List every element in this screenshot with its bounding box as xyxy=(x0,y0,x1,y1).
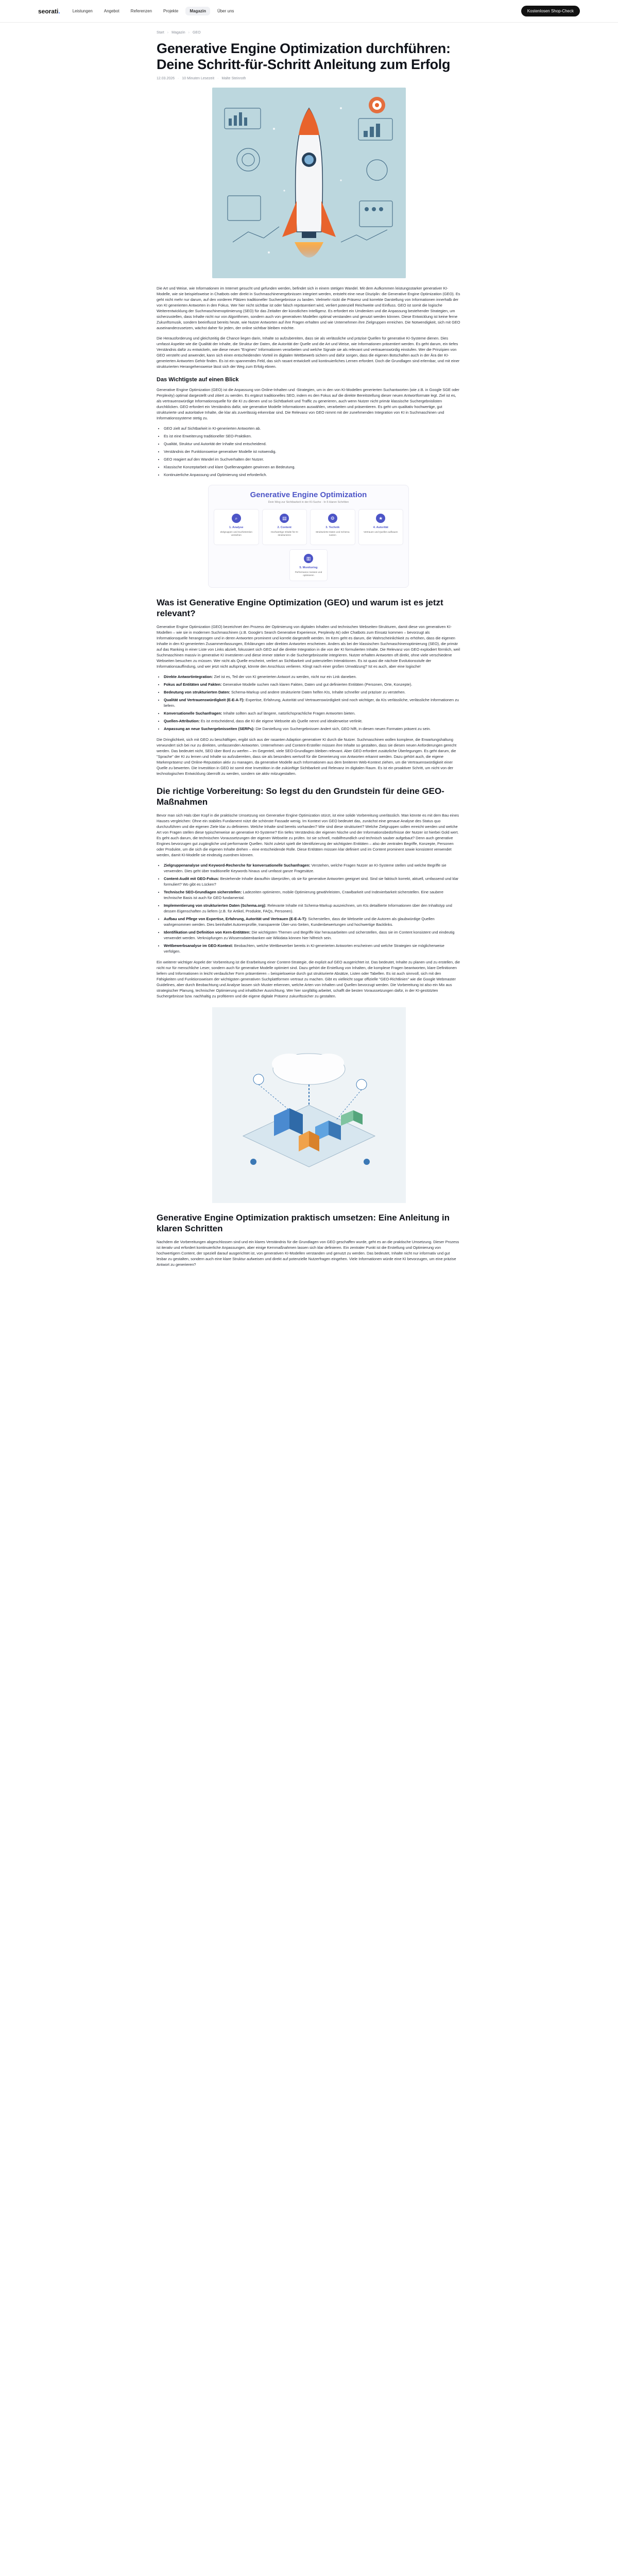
section1-list xyxy=(164,674,460,732)
section3-paragraph: Nachdem die Vorbereitungen abgeschlossen sind und ein klares Verständnis für die Grundlagen von GEO geschaffen wurde, geht es an die praktische Umsetzung. Dieser Prozess ist iterativ und erfordert kontinuierliche Anpassungen, aber einige Kernmaßnahmen lassen sich klar definieren. Ein zentraler Punkt ist die Erstellung und Optimierung von hochwertigem Content, der speziell darauf ausgerichtet ist, von generativen KI-Modellen verstanden und genutzt zu werden. Das bedeutet, Inhalte nicht nur informativ und gut lesbar zu gestalten, sondern auch eine klare Struktur aufweisen und direkt auf potenzielle Nutzerfragen eingehen. Viele Informationen würde eine KI bevorzugen, um eine präzise Antwort zu generieren? xyxy=(157,1240,459,1267)
shop-check-button[interactable]: Kostenlosen Shop-Check xyxy=(521,6,580,16)
section2-list xyxy=(164,862,460,954)
summary-list xyxy=(164,426,460,478)
breadcrumb-current: GEO xyxy=(192,31,201,35)
list-item: • Content-Audit mit GEO-Fokus: Bestehende Inhalte daraufhin überprüfen, ob sie für generative Antworten geeignet sind. Sind sie faktisch korrekt, aktuell, umfassend und klar formuliert? Wo gibt es Lücken? xyxy=(164,876,460,887)
step-desc: Hochwertige Inhalte für KI strukturieren xyxy=(270,531,298,536)
step-desc: Strukturierte Daten und Schema nutzen xyxy=(315,531,350,536)
step-name: 3. Technik xyxy=(325,526,340,529)
list-item: • Quellen-Attribution: Es ist entscheidend, dass die KI die eigene Webseite als Quelle nennt und idealerweise verlinkt. xyxy=(164,718,460,724)
breadcrumb-magazin[interactable]: Magazin xyxy=(171,31,185,35)
breadcrumb-start[interactable]: Start xyxy=(157,31,164,35)
nav-link-projekte[interactable]: Projekte xyxy=(163,9,179,13)
list-item: • Anpassung an neue Suchergebnisseiten (SERPs): Die Darstellung von Suchergebnissen ändert sich, GEO hilft, in diesen neuen Formaten präsent zu sein. xyxy=(164,726,460,732)
nav-link-magazin[interactable]: Magazin xyxy=(185,7,210,15)
step-desc: Zielgruppen und Suchintention verstehen xyxy=(220,531,252,536)
author-name: Malte Steinroth xyxy=(221,77,246,80)
list-item: • Kontinuierliche Anpassung und Optimierung sind erforderlich. xyxy=(164,472,460,478)
section1-closing-paragraph: Die Dringlichkeit, sich mit GEO zu beschäftigen, ergibt sich aus der rasanten Adaption generativer KI durch die Nutzer. Suchmaschinen wollen komplexe, die Erwartungshaltung verwundert sich bei nur zu direkten, umfassenden Antworten. Unternehmen und Content-Ersteller müssen ihre Inhalte so gestalten, dass sie diesen neuen Anforderungen gerecht werden. Das bedeutet nicht, SEO über Bord zu werfen – im Gegenteil, viele SEO-Grundlagen bleiben relevant. Aber GEO erfordert zusätzliche Überlegungen. Es geht darum, die "Sprache" der KI zu lernen und Inhalte so aufzubereiten, dass sie als besonders wertvoll für die Generierung von Antworten erkannt werden. Dazu gehört auch, die eigene Markenpräsenz und Online-Reputation aktiv zu managen, da generative Modelle auch Informationen aus dem breiteren Web-Kontext ziehen, um die Vertrauenswürdigkeit einer Quelle zu bewerten. Die Investition in GEO ist somit eine Investition in die zukünftige Sichtbarkeit und Relevanz im digitalen Raum. Es ist ein proaktiver Schritt, um nicht von der technologischen Entwicklung überrollt zu werden, sondern sie aktiv mitzugestalten. xyxy=(157,737,457,776)
step-card-monitoring xyxy=(289,549,328,581)
read-time: 10 Minuten Lesezeit xyxy=(182,77,215,80)
infographic-steps xyxy=(214,509,403,545)
step-card-autoritaet xyxy=(358,509,404,545)
section1-paragraph: Generative Engine Optimization (GEO) bezeichnet den Prozess der Optimierung von digitalen Inhalten und technischen Webseiten-Strukturen, damit diese von generativen KI-Modellen – wie sie in modernen Suchmaschinen (z.B. Google's Search Generative Experience, Perplexity AI) oder Chatbots zum Einsatz kommen – bevorzugt als Informationsquelle herangezogen und in deren Antworten prominent und korrekt dargestellt werden. Im Kern geht es darum, die Wahrscheinlichkeit zu erhöhen, dass die eigenen Inhalte in den KI-generierten Zusammenfassungen, Erklärungen oder direkten Antworten erscheinen. Anders als bei der klassischen Suchmaschinenoptimierung (SEO), die primär auf das Ranking in einer Liste von Links abzielt, fokussiert sich GEO auf die direkte Integration in die von der KI formulierten Inhalte. Die Relevanz von GEO explodiert förmlich, weil Suchmaschinen massiv in generative KI investieren und diese immer stärker in die Suchergebnisseite integrieren. Nutzer erhalten Antworten oft direkt, ohne viele verschiedene Webseiten besuchen zu müssen. Wer nicht als Quelle erscheint, verliert an Sichtbarkeit und potenziellen Interaktionen. Es ist quasi die nächste Evolutionsstufe der Informationsauffindung, und wer jetzt nicht aufspringt, könnte den Anschluss verlieren. Klingt nach einer großen Umwälzung? Ist es auch, aber eine logische! xyxy=(157,624,460,669)
section-heading-what-is-geo: Was ist Generative Engine Optimization (GEO) und warum ist es jetzt relevant? xyxy=(157,598,443,618)
list-item: • Identifikation und Definition von Kern-Entitäten: Die wichtigsten Themen und Begriffe klar herausarbeiten und sicherstellen, dass sie im Content konsistent und eindeutig verwendet werden. Verknüpfungen zu Wissensdatenbanken wie Wikidata können hier hilfreich sein. xyxy=(164,929,460,941)
list-item: • Technische SEO-Grundlagen sicherstellen: Ladezeiten optimieren, mobile Optimierung gewährleisten, Crawlbarkeit und Indexierbarkeit sicherstellen. Eine saubere technische Basis ist auch für GEO fundamental. xyxy=(164,889,460,901)
list-item: • Klassische Konzeptarbeit und klare Quellenangaben gewinnen an Bedeutung. xyxy=(164,464,460,470)
article xyxy=(157,23,460,1267)
logo-text: seorati xyxy=(38,7,59,15)
magnifier-icon: ⌕ xyxy=(232,514,241,523)
list-item: • Qualität, Struktur und Autorität der Inhalte sind entscheidend. xyxy=(164,441,460,447)
geo-infographic xyxy=(208,485,409,588)
nav-links xyxy=(68,7,521,15)
list-item: • Konversationelle Suchanfragen: Inhalte sollten auch auf längere, natürlichsprachliche Fragen Antworten bieten. xyxy=(164,710,460,716)
list-item: • Wettbewerbsanalyse im GEO-Kontext: Beobachten, welche Wettbewerber bereits in KI-generierten Antworten erscheinen und welche Strategien sie möglicherweise verfolgen. xyxy=(164,943,460,954)
intro-paragraph-1: Die Art und Weise, wie Informationen im Internet gesucht und gefunden werden, befindet sich in einem stetigen Wandel. Mit dem Aufkommen leistungsstarker generativer KI-Modelle, wie sie beispielsweise in Chatbots oder direkt in Suchmaschinenergebnissen integriert werden, entsteht eine neue Disziplin: die Generative Engine Optimization (GEO). Es geht nicht mehr nur darum, auf den vorderen Plätzen traditioneller Suchergebnisse zu landen. Vielmehr rückt die Präsenz und korrekte Darstellung von Informationen innerhalb der von KI generierten Antworten in den Fokus. Wer hier nicht sichtbar ist oder falsch repräsentiert wird, verliert potenziell Reichweite und Einfluss. GEO ist somit die logische Weiterentwicklung der Suchmaschinenoptimierung (SEO) für das Zeitalter der künstlichen Intelligenz. Es erfordert ein Umdenken und die Anpassung bestehender Strategien, um sicherzustellen, dass Inhalte nicht nur von Algorithmen, sondern auch von generativen Modellen optimal verstanden und genutzt werden können. Diese Entwicklung ist keine ferne Zukunftsmusik, sondern beeinflusst bereits heute, wie Nutzer Antworten auf ihre Fragen erhalten und wie Unternehmen ihre Zielgruppen erreichen. Die Notwendigkeit, sich mit GEO auseinanderzusetzen, wächst daher für jeden, der online sichtbar bleiben möchte. xyxy=(157,286,460,330)
list-item: • GEO zielt auf Sichtbarkeit in KI-generierten Antworten ab. xyxy=(164,426,460,431)
isometric-city-illustration xyxy=(212,1007,406,1203)
top-navigation xyxy=(0,0,618,23)
chart-icon: ▥ xyxy=(304,554,313,563)
step-name: 1. Analyse xyxy=(229,526,244,529)
article-meta: 12.03.2026 · 10 Minuten Lesezeit · Malte Steinroth xyxy=(157,77,246,80)
list-item: • Qualität und Vertrauenswürdigkeit (E-E-A-T): Expertise, Erfahrung, Autorität und Vertrauenswürdigkeit sind noch wichtiger, da KIs verlässliche, verlässliche Informationen zu liefern. xyxy=(164,697,460,708)
nav-link-ueber-uns[interactable]: Über uns xyxy=(217,9,234,13)
section-heading-implementation: Generative Engine Optimization praktisch umsetzen: Eine Anleitung in klaren Schritten xyxy=(157,1213,450,1233)
list-item: • Zielgruppenanalyse und Keyword-Recherche für konversationelle Suchanfragen: Verstehen, welche Fragen Nutzer an KI-Systeme stellen und welche Begriffe sie verwenden. Dies geht über traditionelle Keywords hinaus und umfasst ganze Fragesätze. xyxy=(164,862,460,874)
gear-icon: ⚙ xyxy=(328,514,337,523)
infographic-subtitle: Dein Weg zur Sichtbarkeit in der KI-Suche · In 5 klaren Schritten xyxy=(268,501,349,504)
infographic-title: Generative Engine Optimization xyxy=(250,490,367,499)
summary-paragraph: Generative Engine Optimization (GEO) ist die Anpassung von Online-Inhalten und -Strategien, um in den von KI-Modellen generierten Suchantworten (wie z.B. in Google SGE oder Perplexity) optimal dargestellt und zitiert zu werden. Es ergänzt traditionelles SEO, indem es den Fokus auf die direkte Bereitstellung dieser neuen Antwortformate legt. Ziel ist es, als vertrauenswürdige Informationsquelle für die KI zu dienen und so Sichtbarkeit und Traffic zu generieren, auch wenn Nutzer nicht primär klassische Suchergebnislisten durchklicken. GEO erfordert ein Verständnis dafür, wie generative Modelle Informationen auswählen, verarbeiten und präsentieren. Es geht um qualitativ hochwertige, gut strukturierte und autoritative Inhalte, die klar als zuverlässig erkennbar sind. Die Relevanz von GEO nimmt mit der zunehmenden Integration von KI in Suchmaschinen und Informationssysteme stetig zu. xyxy=(157,387,459,420)
list-item: • GEO reagiert auf den Wandel im Suchverhalten der Nutzer. xyxy=(164,456,460,462)
step-name: 4. Autorität xyxy=(373,526,388,529)
nav-link-referenzen[interactable]: Referenzen xyxy=(130,9,152,13)
section-heading-preparation: Die richtige Vorbereitung: So legst du den Grundstein für deine GEO-Maßnahmen xyxy=(157,786,444,807)
step-name: 2. Content xyxy=(277,526,291,529)
step-card-analyse xyxy=(214,509,259,545)
list-item: • Bedeutung von strukturierten Daten: Schema-Markup und andere strukturierte Daten helfen KIs, Inhalte schneller und präziser zu verstehen. xyxy=(164,689,460,695)
list-item: • Direkte Antwortintegration: Ziel ist es, Teil der von KI generierten Antwort zu werden, nicht nur ein Link daneben. xyxy=(164,674,460,680)
intro-paragraph-2: Die Herausforderung und gleichzeitig die Chance liegen darin, Inhalte so aufzubereiten, dass sie als verlässliche und präzise Quellen für generative KI-Systeme dienen. Dies umfasst Aspekte wie die Qualität der Inhalte, die Struktur der Daten, die Autorität der Quelle und die Art und Weise, wie Informationen präsentiert werden. Es geht darum, ein tiefes Verständnis dafür zu entwickeln, wie diese neuen "Engines" Informationen verarbeiten und welche Signale sie als relevant und vertrauenswürdig einstufen. Wer die Prinzipien von GEO versteht und anwendet, kann sich einen entscheidenden Vorteil im digitalen Wettbewerb sichern und dafür sorgen, dass die eigenen Botschaften auch in der Ära der KI-generierten Antworten Gehör finden. Es ist ein spannendes Feld, das sich rasant entwickelt und kontinuierliches Lernen erfordert. Doch die Grundlagen sind erlernbar, und mit einer strukturierten Herangehensweise lässt sich der Weg zum Erfolg ebnen. xyxy=(157,336,460,369)
hero-rocket-illustration xyxy=(212,88,406,278)
badge-icon: ★ xyxy=(376,514,385,523)
publish-date: 12.03.2026 xyxy=(157,77,175,80)
breadcrumb: Start › Magazin › GEO xyxy=(157,31,201,35)
summary-heading: Das Wichtigste auf einen Blick xyxy=(157,377,239,383)
page-title: Generative Engine Optimization durchführen: Deine Schritt-für-Schritt Anleitung zum Erfolg xyxy=(157,41,451,72)
step-name: 5. Monitoring xyxy=(299,566,318,569)
list-item: • Implementierung von strukturierten Daten (Schema.org): Relevante Inhalte mit Schema-Markup auszeichnen, um KIs detaillierte Informationen über den Inhaltstyp und dessen Eigenschaften zu liefern (z.B. für Artikel, Produkte, FAQs, Personen). xyxy=(164,903,460,914)
section2-paragraph: Bevor man sich Hals über Kopf in die praktische Umsetzung von Generative Engine Optimization stürzt, ist eine solide Vorbereitung unerlässlich. Man könnte es mit dem Bau eines Hauses vergleichen: Ohne ein stabiles Fundament nützt die schönste Fassade wenig. Im Kontext von GEO bedeutet das, zunächst eine genaue Analyse des Status quo durchzuführen und die eigenen Ziele klar zu definieren. Welche Inhalte sind bereits vorhanden? Wie sind diese strukturiert? Welche Zielgruppen sollen erreicht werden und welche Art von Fragen stellen diese typischerweise an generative KI-Systeme? Ein tiefes Verständnis der eigenen Nische und der Informationsbedürfnisse der Nutzer ist hierbei Gold wert. Es geht auch darum, die technischen Voraussetzungen der eigenen Webseite zu prüfen. Ist sie schnell, mobilfreundlich und technisch sauber aufgebaut? Denn auch generative Engines bevorzugen gut zugängliche und performante Quellen. Nicht zuletzt spielt die Identifizierung der wichtigsten Entitäten – also der zentralen Begriffe, Konzepte, Personen oder Produkte, um die sich die eigenen Inhalte drehen – eine entscheidende Rolle. Diese Entitäten müssen klar definiert und im Content prominent sowie konsistent verwendet werden, damit KI-Modelle sie eindeutig zuordnen können. xyxy=(157,813,459,857)
section2-closing-paragraph: Ein weiterer wichtiger Aspekt der Vorbereitung ist die Erarbeitung einer Content-Strategie, die explizit auf GEO ausgerichtet ist. Das bedeutet, Inhalte zu planen und zu erstellen, die nicht nur für menschliche Leser, sondern auch für generative Modelle optimiert sind. Dazu gehört die Erstellung von Inhalten, die komplexe Fragen beantworten, klare Definitionen liefern und Informationen in leicht verdaulicher Form präsentieren – beispielsweise durch gut strukturierte Absätze, Listen oder Tabellen. Es ist auch sinnvoll, sich mit den Fähigkeiten und Funktionsweisen der wichtigsten generativen Suchplattformen vertraut zu machen. Gibt es vielleicht sogar offizielle "GEO-Richtlinien" wie die Google Webmaster Guidelines, aber durch Beobachtung und Analyse lassen sich Muster erkennen, welche Arten von Inhalten und Quellen bevorzugt werden. Die Vorbereitung ist also ein Mix aus strategischer Planung, technischer Optimierung und inhaltlicher Ausrichtung. Wer hier sorgfältig arbeitet, schafft die besten Voraussetzungen dafür, in der KI-gestützten Suchergebnisse bzw. nachhaltig zu profitieren und die eigene digitale Präsenz zukunftssicher zu gestalten. xyxy=(157,960,460,998)
step-desc: Performance messen und optimieren xyxy=(295,571,322,577)
list-item: • Fokus auf Entitäten und Fakten: Generative Modelle suchen nach klaren Fakten, Daten und gut definierten Entitäten (Personen, Orte, Konzepte). xyxy=(164,682,460,687)
step-card-content xyxy=(262,509,307,545)
nav-link-angebot[interactable]: Angebot xyxy=(104,9,119,13)
list-item: • Verständnis der Funktionsweise generativer Modelle ist notwendig. xyxy=(164,449,460,454)
list-item: • Aufbau und Pflege von Expertise, Erfahrung, Autorität und Vertrauen (E-E-A-T): Sicherstellen, dass die Webseite und die Autoren als glaubwürdige Quellen wahrgenommen werden. Dies beinhaltet Autorenprofile, transparente Über-uns-Seiten, Kundenbewertungen und hochwertige Backlinks. xyxy=(164,916,460,927)
logo-dot: . xyxy=(58,7,60,15)
nav-link-leistungen[interactable]: Leistungen xyxy=(72,9,93,13)
list-item: • Es ist eine Erweiterung traditioneller SEO-Praktiken. xyxy=(164,433,460,439)
step-card-technik xyxy=(310,509,355,545)
document-icon: ▤ xyxy=(280,514,289,523)
site-logo[interactable] xyxy=(38,8,60,15)
step-desc: Vertrauen und Quellen aufbauen xyxy=(364,531,398,533)
